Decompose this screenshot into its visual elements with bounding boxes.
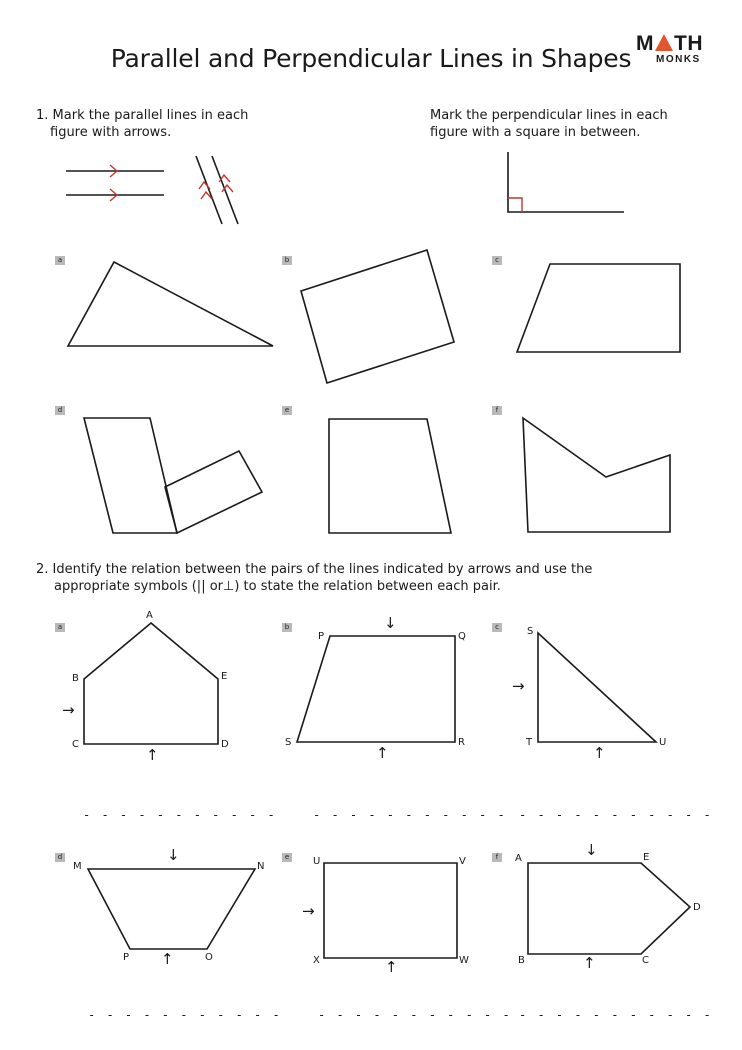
q2b-answer-blank[interactable]: - - - - - - - - - - - [313, 808, 507, 822]
q2d-answer-blank[interactable]: - - - - - - - - - - - [88, 1008, 282, 1022]
q2f-vertex-label: E [643, 852, 650, 863]
q2c-right-triangle [538, 633, 656, 742]
up-arrow-icon: ↑ [583, 954, 596, 972]
q2-tag-f: f [492, 853, 502, 862]
q2f-vertex-label: A [515, 853, 522, 864]
q2d-vertex-label: M [73, 861, 82, 872]
q2e-vertex-label: X [313, 955, 320, 966]
parallel-arrow-marker-5 [219, 175, 230, 182]
q1-tag-e: e [282, 406, 292, 415]
parallel-arrow-marker-3 [199, 182, 210, 189]
up-arrow-icon: ↑ [385, 958, 398, 976]
q2-tag-a: a [55, 623, 65, 632]
q2c-vertex-label: S [527, 626, 534, 637]
q1c-trapezium [517, 264, 680, 352]
q2d-vertex-label: O [205, 952, 213, 963]
up-arrow-icon: ↑ [161, 950, 174, 968]
down-arrow-icon: ↓ [167, 846, 180, 864]
right-angle-square-icon [508, 198, 522, 212]
q2a-vertex-label: D [221, 739, 229, 750]
q2-instruction-line2: appropriate symbols (|| or⊥) to state the relation between each pair. [54, 579, 501, 594]
q2a-answer-blank[interactable]: - - - - - - - - - - - [83, 808, 277, 822]
up-arrow-icon: ↑ [376, 744, 389, 762]
q1d-small-rectangle [165, 451, 262, 533]
q1-perp-instruction-line2: figure with a square in between. [430, 125, 641, 140]
q2-tag-d: d [55, 853, 65, 862]
q1-instruction-line1: 1. Mark the parallel lines in each [36, 108, 249, 123]
up-arrow-icon: ↑ [146, 746, 159, 764]
q1b-rectangle [301, 250, 454, 383]
q2e-rectangle [324, 863, 457, 958]
example-slanted-line-2 [212, 156, 238, 224]
q1-instruction-line2: figure with arrows. [50, 125, 172, 140]
q2d-trapezium [88, 869, 255, 949]
q2f-vertex-label: C [642, 955, 649, 966]
q1-tag-b: b [282, 256, 292, 265]
q2f-pentagon [528, 863, 690, 954]
down-arrow-icon: ↓ [384, 614, 397, 632]
q2-tag-e: e [282, 853, 292, 862]
q2c-vertex-label: U [659, 737, 667, 748]
q2f-answer-blank[interactable]: - - - - - - - - - - - [519, 1008, 713, 1022]
q2-tag-c: c [492, 623, 502, 632]
logo-subtitle: MONKS [656, 54, 701, 65]
q2b-trapezium [297, 636, 455, 742]
q2d-vertex-label: N [257, 861, 265, 872]
right-arrow-icon: → [512, 677, 525, 695]
right-arrow-icon: → [302, 902, 315, 920]
q2-instruction-line1: 2. Identify the relation between the pairs of the lines indicated by arrows and use the [36, 562, 593, 577]
q2d-vertex-label: P [123, 952, 130, 963]
q1-tag-a: a [55, 256, 65, 265]
q2b-vertex-label: P [318, 631, 325, 642]
q2b-vertex-label: R [458, 737, 465, 748]
q1a-triangle [68, 262, 273, 346]
q1-perp-instruction-line1: Mark the perpendicular lines in each [430, 108, 668, 123]
q2a-vertex-label: C [72, 739, 79, 750]
q2c-answer-blank[interactable]: - - - - - - - - - - - [519, 808, 713, 822]
right-arrow-icon: → [62, 701, 75, 719]
q1d-slanted-rectangle [84, 418, 177, 533]
q2b-vertex-label: S [285, 737, 292, 748]
q2a-pentagon [84, 623, 218, 744]
example-slanted-line-1 [196, 156, 222, 224]
q2e-vertex-label: U [313, 856, 321, 867]
q1-tag-d: d [55, 406, 65, 415]
q1f-pentagon [523, 418, 670, 532]
q2a-vertex-label: B [72, 673, 79, 684]
q2a-vertex-label: A [146, 610, 153, 621]
q2e-vertex-label: V [459, 856, 466, 867]
q2e-vertex-label: W [459, 955, 469, 966]
q2f-vertex-label: D [693, 902, 701, 913]
q2f-vertex-label: B [518, 955, 525, 966]
up-arrow-icon: ↑ [593, 744, 606, 762]
q2e-answer-blank[interactable]: - - - - - - - - - - - [318, 1008, 512, 1022]
q1-tag-c: c [492, 256, 502, 265]
q1-tag-f: f [492, 406, 502, 415]
q1e-trapezium [329, 419, 451, 533]
q2c-vertex-label: T [526, 737, 533, 748]
page-title: Parallel and Perpendicular Lines in Shapes [110, 44, 632, 73]
q2b-vertex-label: Q [458, 631, 466, 642]
example-perpendicular-lines [508, 152, 624, 212]
down-arrow-icon: ↓ [585, 841, 598, 859]
q2a-vertex-label: E [221, 671, 228, 682]
logo-wordmark: M TH [636, 32, 703, 55]
q2-tag-b: b [282, 623, 292, 632]
